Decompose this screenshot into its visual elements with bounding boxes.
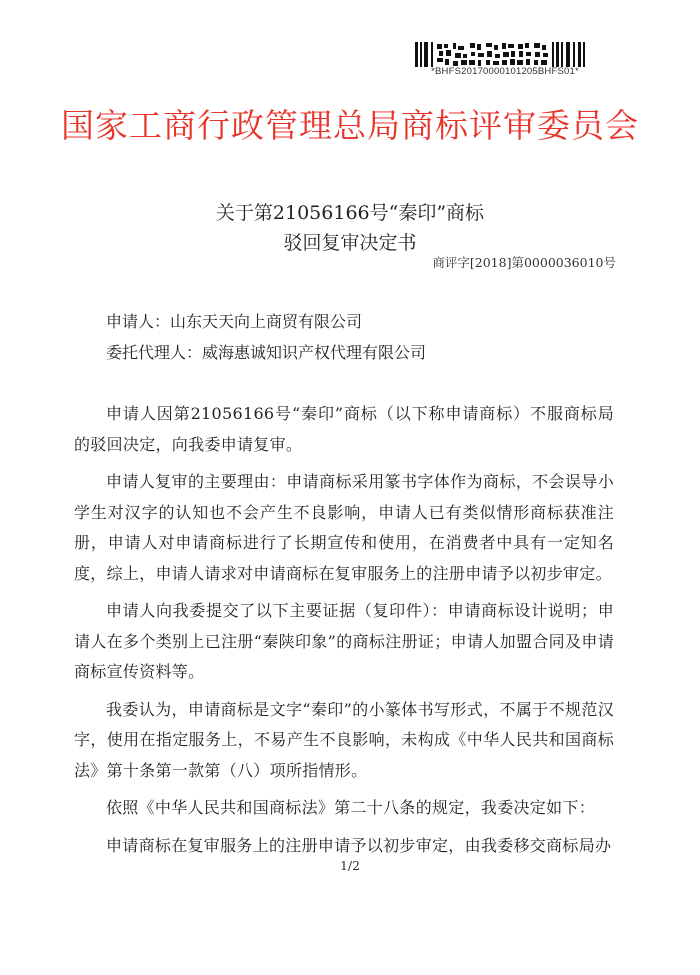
decision-body xyxy=(74,399,614,868)
applicant-line: 申请人：山东天天向上商贸有限公司 xyxy=(106,312,363,331)
document-barcode xyxy=(415,42,585,67)
paragraph-background: 申请人因第21056166号“秦印”商标（以下称申请商标）不服商标局的驳回决定，向我委申请复审。 xyxy=(74,404,614,454)
document-title-line2: 驳回复审决定书 xyxy=(283,232,417,254)
paragraph-committee-opinion: 我委认为，申请商标是文字“秦印”的小篆体书写形式，不属于不规范汉字，使用在指定服务上，不易产生不良影响，未构成《中华人民共和国商标法》第十条第一款第（八）项所指情形。 xyxy=(74,699,614,780)
document-number: 商评字[2018]第0000036010号 xyxy=(432,255,616,270)
organization-header: 国家工商行政管理总局商标评审委员会 xyxy=(61,106,639,145)
paragraph-decision: 申请商标在复审服务上的注册申请予以初步审定，由我委移交商标局办 xyxy=(106,835,612,855)
agent-line: 委托代理人：威海惠诚知识产权代理有限公司 xyxy=(106,343,427,362)
document-title-line1: 关于第21056166号“秦印”商标 xyxy=(215,202,485,224)
paragraph-evidence: 申请人向我委提交了以下主要证据（复印件）：申请商标设计说明；申请人在多个类别上已注册“秦陕印象”的商标注册证；申请人加盟合同及申请商标宣传资料等。 xyxy=(74,601,614,681)
paragraph-legal-basis: 依照《中华人民共和国商标法》第二十八条的规定，我委决定如下： xyxy=(106,798,596,817)
page-number: 1/2 xyxy=(339,858,361,873)
paragraph-applicant-reasons: 申请人复审的主要理由：申请商标采用篆书字体作为商标，不会误导小学生对汉字的认知也不会产生不良影响，申请人已有类似情形商标获准注册，申请人对申请商标进行了长期宣传和使用，在消费者中具有一定知名度，综上，申请人请求对申请商标在复审服务上的注册申请予以初步审定。 xyxy=(74,472,614,583)
barcode-number: *BHFS20170000101205BHFS01* xyxy=(431,66,579,77)
